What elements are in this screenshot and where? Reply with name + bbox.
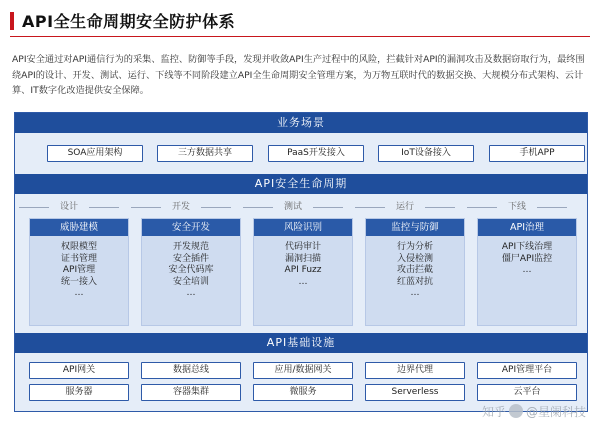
column-item: 安全代码库 bbox=[168, 265, 214, 275]
phase-label-text: 下线 bbox=[507, 202, 526, 212]
phase-label-text: 设计 bbox=[59, 202, 78, 212]
infra-chip: 数据总线 bbox=[141, 362, 241, 379]
scene-chip: IoT设备接入 bbox=[378, 145, 474, 162]
phase-label bbox=[125, 201, 237, 213]
lifecycle-band: API安全生命周期 bbox=[15, 174, 587, 194]
scenes-band: 业务场景 bbox=[15, 113, 587, 133]
infra-chip: API网关 bbox=[29, 362, 129, 379]
column-item: … bbox=[186, 288, 196, 298]
column-item: 权限模型 bbox=[60, 242, 97, 252]
infra-chip: 微服务 bbox=[253, 384, 353, 401]
scene-chip: 三方数据共享 bbox=[157, 145, 253, 162]
phase-label-text: 运行 bbox=[395, 202, 414, 212]
lifecycle-column-design bbox=[29, 218, 129, 326]
infra-chip: 应用/数据网关 bbox=[253, 362, 353, 379]
column-item: … bbox=[74, 288, 84, 298]
lifecycle-diagram bbox=[14, 112, 588, 412]
phase-label bbox=[13, 201, 125, 213]
column-title: 监控与防御 bbox=[366, 219, 464, 236]
column-item: … bbox=[410, 288, 420, 298]
column-item: API管理 bbox=[62, 265, 96, 275]
intro-paragraph: API安全通过对API通信行为的采集、监控、防御等手段，发现并收敛API生产过程中的风险，拦截针对API的漏洞攻击及数据窃取行为，最终围绕API的设计、开发、测试、运行、下线等不同阶段建立API全生命周期安全管理方案，为万物互联时代的数据交换、大规模分布式架构、云计算、IT数字化改造提供安全保障。 bbox=[12, 54, 585, 96]
infra-chip: 边界代理 bbox=[365, 362, 465, 379]
phase-label bbox=[349, 201, 461, 213]
lifecycle-column-retire bbox=[477, 218, 577, 326]
infra-chip: 云平台 bbox=[477, 384, 577, 401]
column-item: 红蓝对抗 bbox=[396, 276, 433, 287]
infra-chip: 容器集群 bbox=[141, 384, 241, 401]
title-divider bbox=[10, 36, 590, 37]
infra-chip: 服务器 bbox=[29, 384, 129, 401]
scene-chip: 手机APP bbox=[489, 145, 585, 162]
column-item: … bbox=[298, 276, 308, 287]
infra-chip: API管理平台 bbox=[477, 362, 577, 379]
column-item: 统一接入 bbox=[60, 276, 97, 287]
column-item: … bbox=[522, 265, 532, 275]
phase-label bbox=[237, 201, 349, 213]
phase-label-text: 测试 bbox=[283, 202, 302, 212]
watermark-site: 知乎 bbox=[481, 405, 506, 419]
title-accent-bar bbox=[10, 12, 235, 30]
column-item: 行为分析 bbox=[396, 242, 433, 252]
column-title: API治理 bbox=[478, 219, 576, 236]
column-item: 开发规范 bbox=[172, 242, 209, 252]
scene-chip: PaaS开发接入 bbox=[268, 145, 364, 162]
column-item: API下线治理 bbox=[501, 242, 553, 252]
column-item: API Fuzz bbox=[284, 265, 322, 275]
infra-chip: Serverless bbox=[365, 384, 465, 401]
watermark-author: @星阑科技 bbox=[525, 405, 586, 419]
column-item: 僵尸API监控 bbox=[501, 253, 553, 264]
column-title: 安全开发 bbox=[142, 219, 240, 236]
column-title: 威胁建模 bbox=[30, 219, 128, 236]
phase-label bbox=[461, 201, 573, 213]
page-title: API全生命周期安全防护体系 bbox=[22, 12, 236, 31]
column-item: 证书管理 bbox=[60, 253, 97, 264]
column-title: 风险识别 bbox=[254, 219, 352, 236]
phase-label-text: 开发 bbox=[171, 202, 190, 212]
avatar-icon bbox=[509, 404, 523, 418]
lifecycle-column-develop bbox=[141, 218, 241, 326]
infra-band: API基础设施 bbox=[15, 333, 587, 353]
column-item: 安全培训 bbox=[172, 276, 209, 287]
lifecycle-column-test bbox=[253, 218, 353, 326]
watermark bbox=[482, 403, 586, 420]
column-item: 攻击拦截 bbox=[396, 265, 433, 275]
lifecycle-column-run bbox=[365, 218, 465, 326]
column-item: 漏洞扫描 bbox=[284, 253, 321, 264]
column-item: 代码审计 bbox=[284, 242, 321, 252]
column-item: 安全插件 bbox=[172, 253, 209, 264]
column-item: 入侵检测 bbox=[396, 253, 433, 264]
scene-chip: SOA应用架构 bbox=[47, 145, 143, 162]
